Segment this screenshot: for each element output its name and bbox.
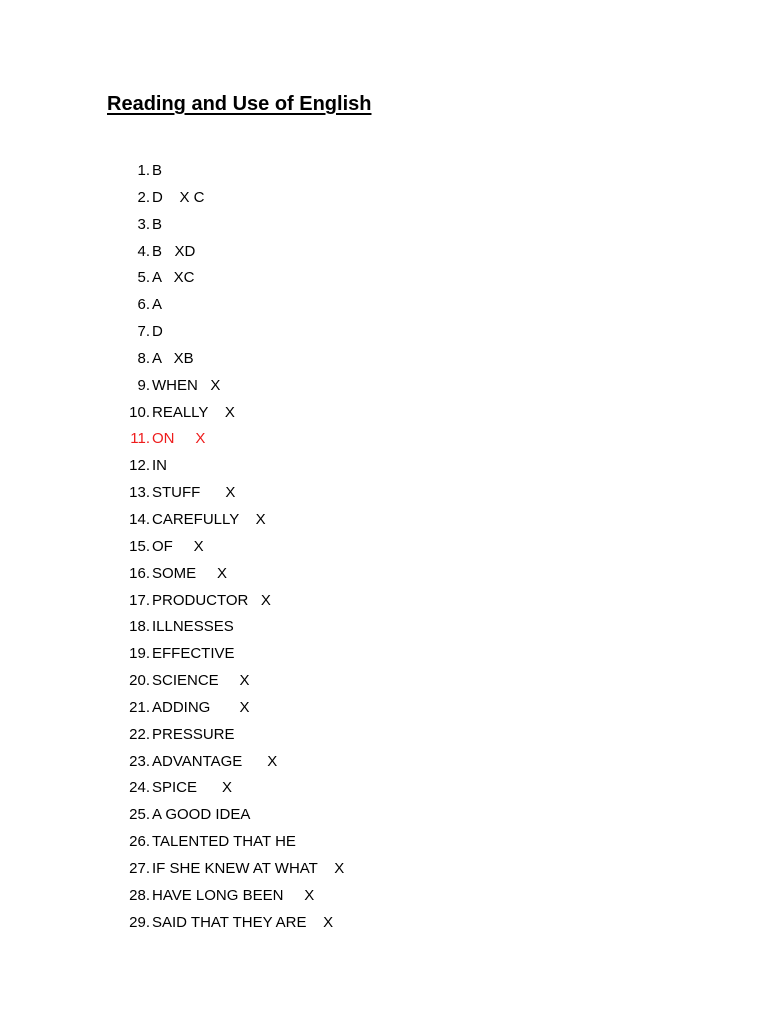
answer-text: IF SHE KNEW AT WHAT X <box>152 859 345 877</box>
answer-text: A XB <box>152 349 194 367</box>
answer-number: 29. <box>129 913 150 931</box>
answer-text: D X C <box>152 188 205 206</box>
answer-text: TALENTED THAT HE <box>152 833 296 851</box>
answer-text: B XD <box>152 242 196 260</box>
answer-number: 27. <box>129 859 150 877</box>
answer-number: 10. <box>129 403 150 421</box>
answer-number: 21. <box>129 698 150 716</box>
answer-text: EFFECTIVE <box>152 645 235 663</box>
answer-number: 24. <box>129 779 150 797</box>
answer-text: ADVANTAGE X <box>152 752 278 770</box>
answer-number: 28. <box>129 886 150 904</box>
answer-text: REALLY X <box>152 403 235 421</box>
answer-text: B <box>152 162 163 179</box>
answer-text: A GOOD IDEA <box>152 806 251 824</box>
answer-text: PRESSURE <box>152 725 235 743</box>
answer-number: 5. <box>137 269 150 287</box>
answer-text: SCIENCE X <box>152 672 250 690</box>
answer-number: 13. <box>129 484 150 502</box>
answer-number: 20. <box>129 672 150 690</box>
answer-number: 19. <box>129 645 150 663</box>
answer-number: 14. <box>129 510 150 528</box>
answer-number: 3. <box>137 215 150 233</box>
answer-number: 2. <box>137 188 150 206</box>
answer-number: 4. <box>137 242 150 260</box>
answer-number: 1. <box>137 162 150 179</box>
document-title: Reading and Use of English <box>107 93 372 115</box>
answer-number: 15. <box>129 537 150 555</box>
answer-number: 17. <box>129 591 150 609</box>
answer-text: SAID THAT THEY ARE X <box>152 913 334 931</box>
answer-text: SOME X <box>152 564 228 582</box>
answer-text: SPICE X <box>152 779 233 797</box>
answer-text: ON X <box>152 430 206 448</box>
answer-number: 7. <box>137 323 150 341</box>
answer-number: 22. <box>129 725 150 743</box>
answer-number: 26. <box>129 833 150 851</box>
answer-number: 9. <box>137 376 150 394</box>
answer-text: HAVE LONG BEEN X <box>152 886 315 904</box>
answer-text: STUFF X <box>152 484 236 502</box>
answer-text: WHEN X <box>152 376 221 394</box>
answer-text: CAREFULLY X <box>152 510 266 528</box>
answer-text: ADDING X <box>152 698 250 716</box>
answer-text: ILLNESSES <box>152 618 234 636</box>
answer-number: 6. <box>137 296 150 314</box>
answer-text: PRODUCTOR X <box>152 591 271 609</box>
answer-text: A XC <box>152 269 195 287</box>
answer-number: 18. <box>129 618 150 636</box>
answer-number: 11. <box>130 430 150 448</box>
answer-text: D <box>152 323 163 341</box>
answer-text: IN <box>152 457 167 475</box>
answer-text: A <box>152 296 163 314</box>
answer-number: 8. <box>137 349 150 367</box>
answer-number: 16. <box>129 564 150 582</box>
answer-number: 23. <box>129 752 150 770</box>
answer-text: B <box>152 215 163 233</box>
answer-number: 12. <box>129 457 150 475</box>
answer-text: OF X <box>152 537 204 555</box>
answer-number: 25. <box>129 806 150 824</box>
